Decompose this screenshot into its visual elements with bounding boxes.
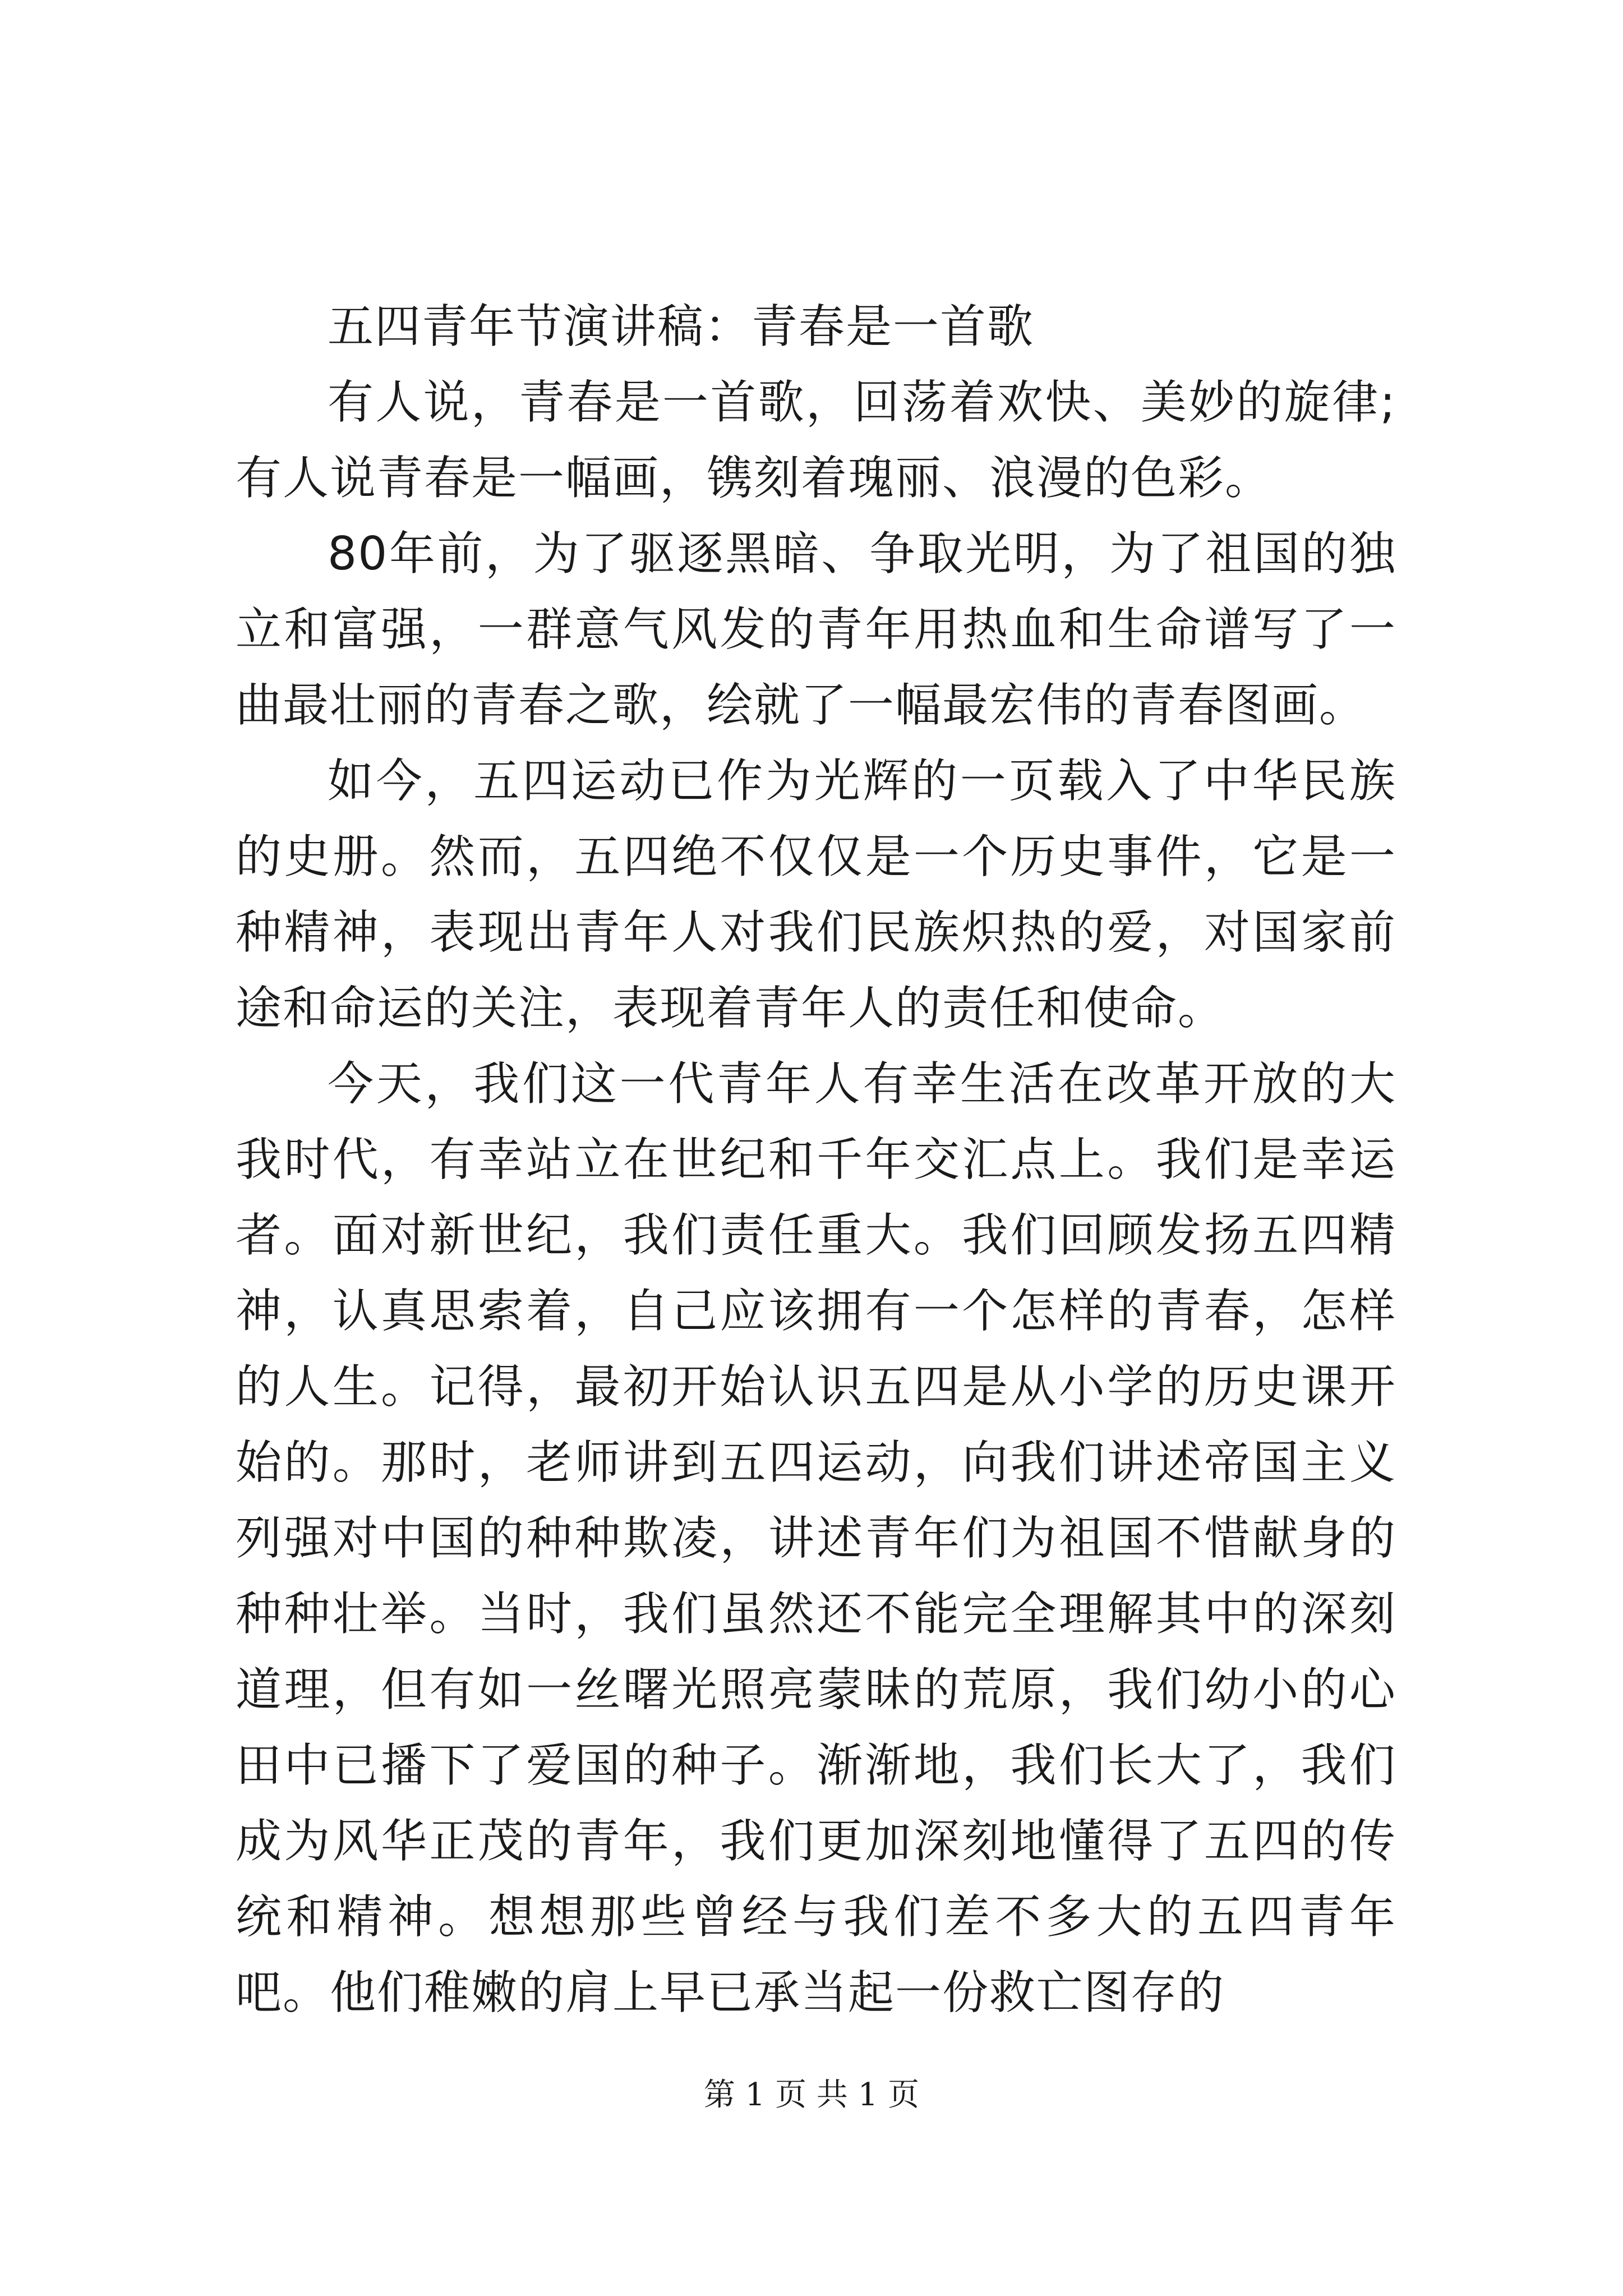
paragraph-3: 如今，五四运动已作为光辉的一页载入了中华民族的史册。然而，五四绝不仅仅是一个历史事件，它是一种精神，表现出青年人对我们民族炽热的爱，对国家前途和命运的关注，表现着青年人的责任和使命。 xyxy=(236,754,1396,1035)
paragraph-2: 80年前，为了驱逐黑暗、争取光明，为了祖国的独立和富强，一群意气风发的青年用热血和生命谱写了一曲最壮丽的青春之歌，绘就了一幅最宏伟的青春图画。 xyxy=(236,527,1396,732)
paragraph-1: 有人说，青春是一首歌，回荡着欢快、美妙的旋律;有人说青春是一幅画，镌刻着瑰丽、浪漫的色彩。 xyxy=(236,376,1396,505)
document-body xyxy=(236,289,1396,2031)
document-title: 五四青年节演讲稿：青春是一首歌 xyxy=(328,300,1035,353)
page-number-footer: 第 1 页 共 1 页 xyxy=(703,2077,920,2113)
paragraph-4: 今天，我们这一代青年人有幸生活在改革开放的大我时代，有幸站立在世纪和千年交汇点上。我们是幸运者。面对新世纪，我们责任重大。我们回顾发扬五四精神，认真思索着，自己应该拥有一个怎样的青春，怎样的人生。记得，最初开始认识五四是从小学的历史课开始的。那时，老师讲到五四运动，向我们讲述帝国主义列强对中国的种种欺凌，讲述青年们为祖国不惜献身的种种壮举。当时，我们虽然还不能完全理解其中的深刻道理，但有如一丝曙光照亮蒙昧的荒原，我们幼小的心田中已播下了爱国的种子。渐渐地，我们长大了，我们成为风华正茂的青年，我们更加深刻地懂得了五四的传统和精神。想想那些曾经与我们差不多大的五四青年吧。他们稚嫩的肩上早已承当起一份救亡图存的 xyxy=(236,1057,1396,2019)
